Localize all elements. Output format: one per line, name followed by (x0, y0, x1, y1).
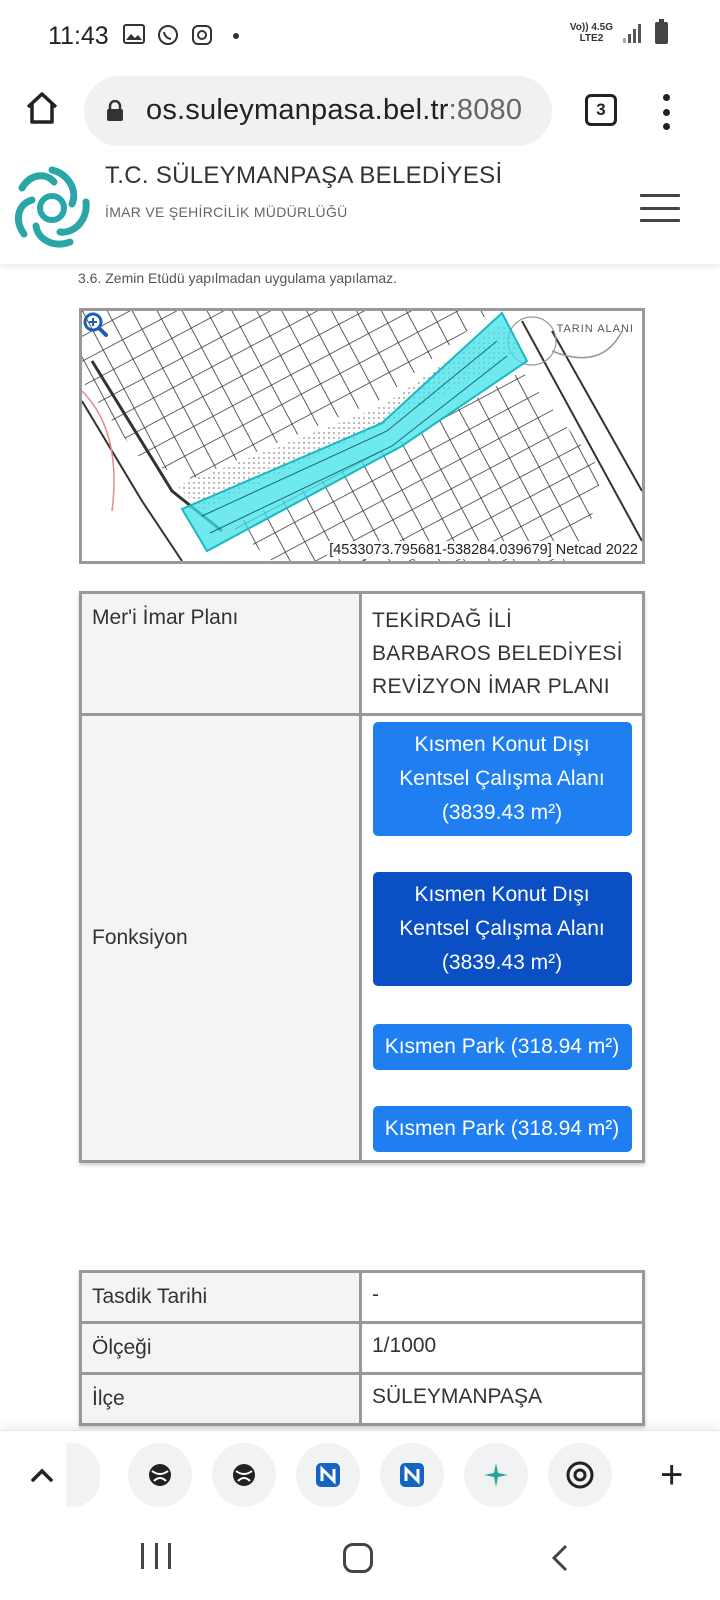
detail-table (79, 1270, 645, 1426)
site-title: T.C. SÜLEYMANPAŞA BELEDİYESİ (105, 162, 503, 189)
zoom-icon[interactable] (82, 311, 108, 337)
dot-icon (224, 24, 248, 48)
add-shortcut-icon[interactable]: + (660, 1453, 684, 1497)
globe-icon (231, 1462, 257, 1488)
nav-home-icon[interactable] (343, 1543, 373, 1573)
map-coordinates: [4533073.795681-538284.039679] Netcad 2022 (329, 542, 638, 558)
function-button[interactable]: Kısmen Konut Dışı Kentsel Çalışma Alanı (3839.43 m²) (373, 872, 632, 986)
tab-switcher-button[interactable]: 3 (585, 94, 617, 126)
table-row (81, 1272, 644, 1323)
network-top-label: Vo)) 4.5G (569, 22, 613, 33)
table-row (81, 593, 644, 715)
plan-value-text: TEKİRDAĞ İLİ BARBAROS BELEDİYESİ REVİZYON İMAR PLANI (372, 609, 623, 698)
browser-shortcut-2[interactable] (212, 1443, 276, 1507)
plan-note: 3.6. Zemin Etüdü yapılmadan uygulama yapılamaz. (78, 270, 398, 286)
plan-table (79, 591, 645, 1163)
app-shortcut-3[interactable] (464, 1443, 528, 1507)
district-label: İlçe (81, 1374, 361, 1425)
approval-date-label: Tasdik Tarihi (81, 1272, 361, 1323)
quick-access-bar (0, 1430, 720, 1518)
network-bottom-label: LTE2 (579, 33, 604, 44)
site-header (0, 152, 720, 264)
battery-icon (655, 22, 668, 44)
home-icon (22, 88, 62, 128)
whatsapp-icon (156, 24, 180, 48)
back-icon[interactable] (548, 1544, 572, 1572)
system-nav-bar (0, 1518, 720, 1600)
url-text (146, 94, 522, 127)
more-menu-icon[interactable] (660, 94, 672, 130)
instagram-icon (190, 24, 214, 48)
recent-apps-icon[interactable] (141, 1543, 171, 1573)
globe-icon (147, 1462, 173, 1488)
chevron-up-icon[interactable] (28, 1461, 56, 1489)
municipality-logo (8, 162, 96, 250)
table-row (81, 1374, 644, 1425)
hamburger-menu-icon[interactable] (640, 194, 680, 222)
function-button[interactable]: Kısmen Park (318.94 m²) (373, 1106, 632, 1152)
n-app-icon (315, 1462, 341, 1488)
gallery-icon (122, 24, 146, 48)
function-buttons (361, 715, 644, 1162)
approval-date-value: - (361, 1272, 644, 1323)
scale-value: 1/1000 (361, 1323, 644, 1374)
map-area-label: TARIN ALANI (556, 323, 634, 335)
status-bar (0, 0, 720, 70)
function-label: Fonksiyon (81, 715, 361, 1162)
url-port: :8080 (448, 94, 523, 126)
n-app-icon (399, 1462, 425, 1488)
notification-icons (122, 24, 248, 48)
browser-shortcut-1[interactable] (128, 1443, 192, 1507)
sparkle-icon (483, 1462, 509, 1488)
scale-label: Ölçeği (81, 1323, 361, 1374)
signal-icon (623, 23, 645, 43)
browser-toolbar (0, 70, 720, 152)
plan-value (361, 593, 644, 715)
map-drawing (82, 311, 642, 561)
table-row (81, 1323, 644, 1374)
url-host: os.suleymanpasa.bel.tr (146, 94, 449, 126)
app-shortcut-2[interactable] (380, 1443, 444, 1507)
home-button[interactable] (22, 88, 62, 128)
site-subtitle: İMAR VE ŞEHİRCİLİK MÜDÜRLÜĞÜ (105, 204, 348, 220)
function-button[interactable]: Kısmen Konut Dışı Kentsel Çalışma Alanı (3839.43 m²) (373, 722, 632, 836)
chrome-shortcut[interactable] (548, 1443, 612, 1507)
district-value: SÜLEYMANPAŞA (361, 1374, 644, 1425)
app-shortcut-1[interactable] (296, 1443, 360, 1507)
function-button[interactable]: Kısmen Park (318.94 m²) (373, 1024, 632, 1070)
plan-label: Mer'i İmar Planı (81, 593, 361, 715)
parcel-map[interactable] (79, 308, 645, 564)
address-bar[interactable] (84, 76, 552, 146)
network-indicator (570, 22, 613, 44)
table-row (81, 715, 644, 1162)
status-time: 11:43 (48, 22, 109, 50)
lock-icon (106, 100, 124, 122)
status-right (570, 22, 668, 44)
chrome-icon (566, 1461, 594, 1489)
